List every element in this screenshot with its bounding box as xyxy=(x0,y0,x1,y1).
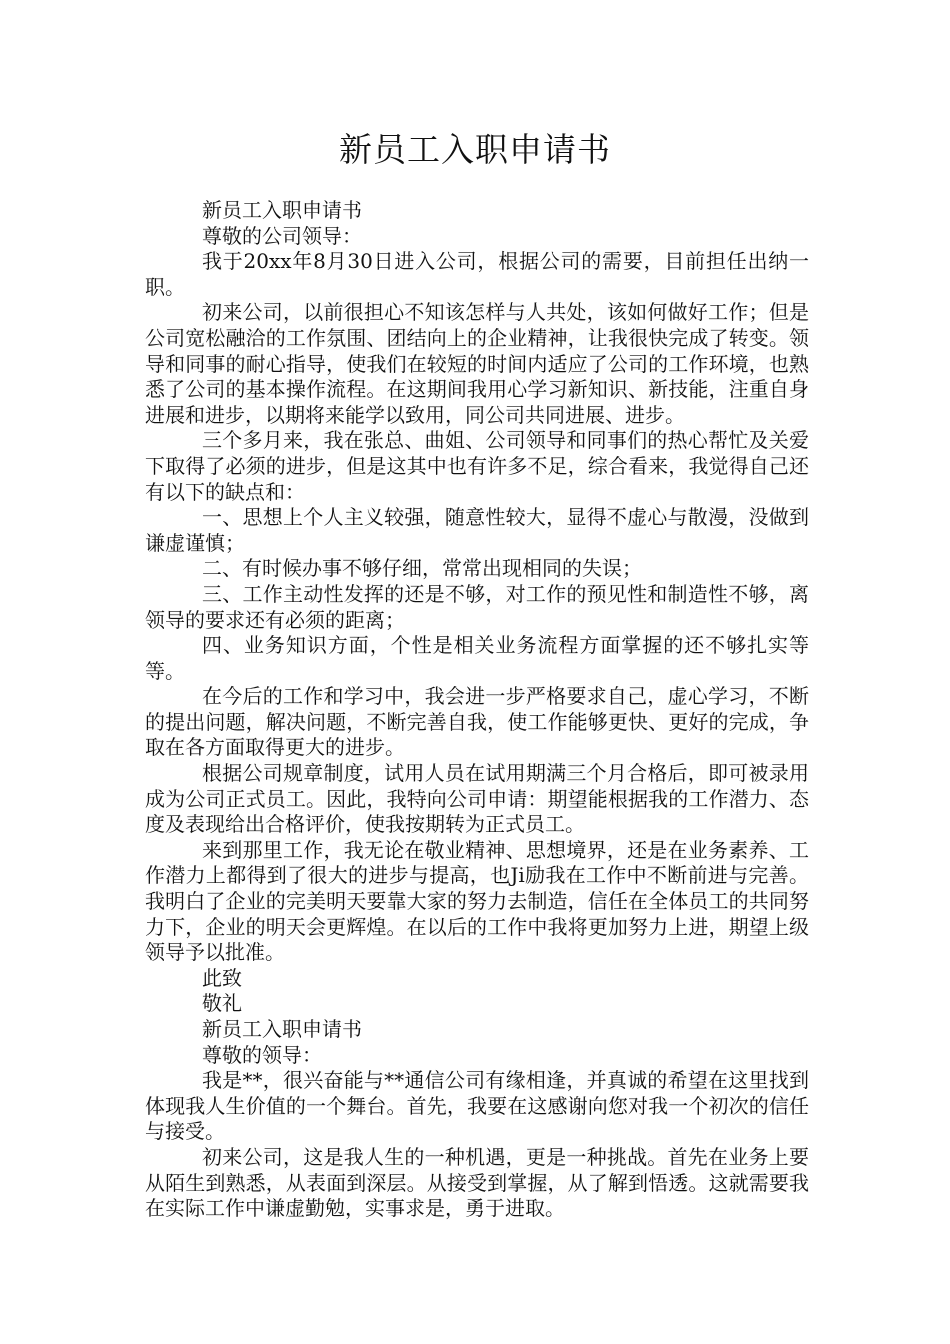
document-body xyxy=(145,198,809,1222)
paragraph: 我是**，很兴奋能与**通信公司有缘相逢，并真诚的希望在这里找到体现我人生价值的一个舞台。首先，我要在这感谢向您对我一个初次的信任与接受。 xyxy=(145,1068,809,1144)
paragraph-salutation: 尊敬的领导： xyxy=(202,1042,322,1067)
paragraph-heading: 新员工入职申请书 xyxy=(202,1017,362,1041)
document-title: 新员工入职申请书 xyxy=(339,130,611,169)
paragraph: 三个多月来，我在张总、曲姐、公司领导和同事们的热心帮忙及关爱下取得了必须的进步，但是这其中也有许多不足，综合看来，我觉得自己还有以下的缺点和： xyxy=(145,428,809,504)
paragraph: 初来公司，这是我人生的一种机遇，更是一种挑战。首先在业务上要从陌生到熟悉，从表面到深层。从接受到掌握，从了解到悟透。这就需要我在实际工作中谦虚勤勉，实事求是，勇于进取。 xyxy=(145,1144,809,1221)
paragraph-heading: 新员工入职申请书 xyxy=(202,198,362,222)
list-item: 一、思想上个人主义较强，随意性较大，显得不虚心与散漫，没做到谦虚谨慎； xyxy=(145,505,809,555)
paragraph: 根据公司规章制度，试用人员在试用期满三个月合格后，即可被录用成为公司正式员工。因此，我特向公司申请：期望能根据我的工作潜力、态度及表现给出合格评价，使我按期转为正式员工。 xyxy=(145,761,809,837)
list-item: 二、有时候办事不够仔细，常常出现相同的失误； xyxy=(202,556,642,581)
closing-line: 此致 xyxy=(202,965,242,990)
list-item: 四、业务知识方面，个性是相关业务流程方面掌握的还不够扎实等等。 xyxy=(145,633,809,683)
paragraph: 我于20xx年8月30日进入公司，根据公司的需要，目前担任出纳一职。 xyxy=(145,249,809,299)
paragraph-salutation: 尊敬的公司领导： xyxy=(202,223,362,248)
paragraph: 初来公司，以前很担心不知该怎样与人共处，该如何做好工作；但是公司宽松融洽的工作氛围、团结向上的企业精神，让我很快完成了转变。领导和同事的耐心指导，使我们在较短的时间内适应了公司的工作环境，也熟悉了公司的基本操作流程。在这期间我用心学习新知识、新技能，注重自身进展和进步，以期将来能学以致用，同公司共同进展、进步。 xyxy=(145,300,809,427)
paragraph: 在今后的工作和学习中，我会进一步严格要求自己，虚心学习，不断的提出问题，解决问题，不断完善自我，使工作能够更快、更好的完成，争取在各方面取得更大的进步。 xyxy=(145,684,809,760)
list-item: 三、工作主动性发挥的还是不够，对工作的预见性和制造性不够，离领导的要求还有必须的距离； xyxy=(145,581,809,632)
paragraph: 来到那里工作，我无论在敬业精神、思想境界，还是在业务素养、工作潜力上都得到了很大的进步与提高，也Ji励我在工作中不断前进与完善。我明白了企业的完美明天要靠大家的努力去制造，信任在全体员工的共同努力下，企业的明天会更辉煌。在以后的工作中我将更加努力上进，期望上级领导予以批准。 xyxy=(145,837,809,965)
closing-line: 敬礼 xyxy=(202,991,242,1016)
